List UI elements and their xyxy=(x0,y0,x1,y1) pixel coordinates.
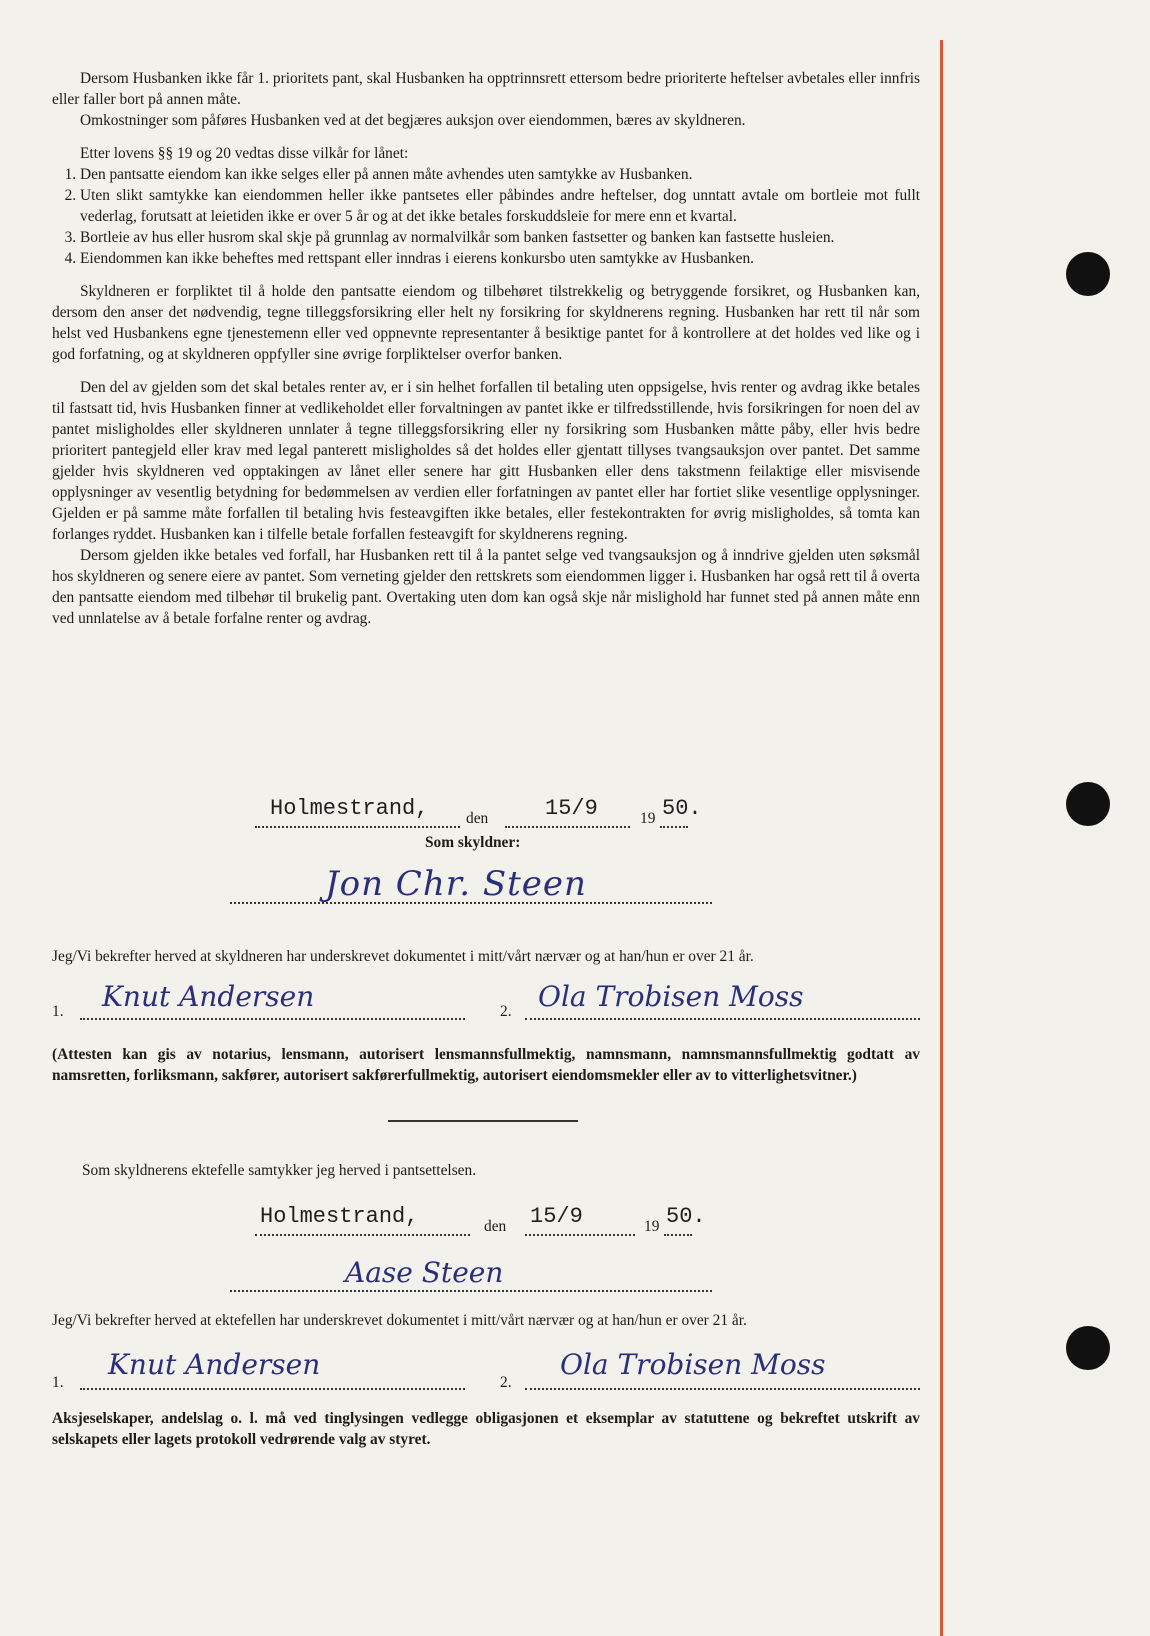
paragraph-insurance: Skyldneren er forpliktet til å holde den pantsatte eiendom og tilbehøret tilstrekkelig og betryggende forsikret, og Husbanken kan, dersom den anser det nødvendig, tegne tilleggsforsikring eller helt ny forsikring for skyldnerens regning. Husbanken har rett til når som helst ved Husbankens egne tjenestemenn eller ved oppnevnte representanter å besiktige pantet for å kontrollere at det holdes ved like og i god forfatning, og at skyldneren oppfyller sine øvrige forpliktelser overfor banken. xyxy=(52,283,920,363)
divider xyxy=(388,1120,578,1122)
year-field: 50. xyxy=(666,1204,706,1229)
paragraph-enforcement: Dersom gjelden ikke betales ved forfall, har Husbanken rett til å la pantet selge ved tvangsauksjon og å inndrive gjelden uten søksmål hos skyldneren og senere eiere av pantet. Som verneting gjelder den rettskrets som eiendommen ligger i. Husbanken har også rett til å overta den pantsatte eiendom med tilbehør til brukelig pant. Overtaking uten dom kan også skje når mislighold har funnet sted på annen måte enn ved unnlatelse av å betale forfalne renter og avdrag. xyxy=(52,547,920,627)
signature-line xyxy=(80,1018,465,1020)
year-field: 50. xyxy=(662,796,702,821)
place-field: Holmestrand, xyxy=(260,1204,419,1229)
witness-confirmation: Jeg/Vi bekrefter herved at ektefellen har underskrevet dokumentet i mitt/vårt nærvær og at han/hun er over 21 år. xyxy=(52,1312,747,1329)
signature-line xyxy=(80,1388,465,1390)
signature-line xyxy=(230,902,712,904)
signature-line xyxy=(230,1290,712,1292)
place-field: Holmestrand, xyxy=(270,796,429,821)
debtor-signature: Jon Chr. Steen xyxy=(325,864,587,904)
witness-number: 1. xyxy=(52,1003,64,1020)
punch-hole xyxy=(1066,1326,1110,1370)
date-field: 15/9 xyxy=(530,1204,583,1229)
den-label: den xyxy=(466,810,489,827)
date-field: 15/9 xyxy=(545,796,598,821)
year-prefix: 19 xyxy=(640,810,656,827)
attest-note: (Attesten kan gis av notarius, lensmann, autorisert lensmannsfullmektig, namnsmann, namnsmannsfullmektig godtatt av namsretten, forliksmann, sakfører, autorisert sakførerfullmektig, autorisert eiendomsmekler eller av to vitterlighetsvitner.) xyxy=(52,1046,920,1084)
signature-line xyxy=(525,1018,920,1020)
year-prefix: 19 xyxy=(644,1218,660,1235)
terms-intro: Etter lovens §§ 19 og 20 vedtas disse vilkår for lånet: xyxy=(80,145,409,162)
witness-signature-1: Knut Andersen xyxy=(108,1348,321,1381)
punch-hole xyxy=(1066,782,1110,826)
witness-confirmation: Jeg/Vi bekrefter herved at skyldneren har underskrevet dokumentet i mitt/vårt nærvær og at han/hun er over 21 år. xyxy=(52,948,754,965)
paragraph-costs: Omkostninger som påføres Husbanken ved at det begjæres auksjon over eiendommen, bæres av skyldneren. xyxy=(80,112,746,129)
term-item: 1. Den pantsatte eiendom kan ikke selges eller på annen måte avhendes uten samtykke av Husbanken. xyxy=(80,164,920,185)
witness-signature-2: Ola Trobisen Moss xyxy=(538,980,804,1013)
terms-list xyxy=(52,164,920,269)
witness-signature-2: Ola Trobisen Moss xyxy=(560,1348,826,1381)
paragraph-priority: Dersom Husbanken ikke får 1. prioritets pant, skal Husbanken ha opptrinnsrett ettersom bedre prioriterte heftelser avbetales eller innfris eller faller bort på annen måte. xyxy=(52,70,920,108)
term-item: 3. Bortleie av hus eller husrom skal skje på grunnlag av normalvilkår som banken fastsetter og banken kan fastsette husleien. xyxy=(80,227,920,248)
footer-note: Aksjeselskaper, andelslag o. l. må ved tinglysingen vedlegge obligasjonen et eksemplar av statuttene og bekreftet utskrift av selskapets eller lagets protokoll vedrørende valg av styret. xyxy=(52,1410,920,1448)
dotted-line xyxy=(525,1234,635,1236)
witness-signature-1: Knut Andersen xyxy=(102,980,315,1013)
witness-number: 2. xyxy=(500,1003,512,1020)
witness-number: 1. xyxy=(52,1374,64,1391)
debtor-label: Som skyldner: xyxy=(425,834,521,851)
spouse-consent: Som skyldnerens ektefelle samtykker jeg herved i pantsettelsen. xyxy=(82,1162,477,1179)
dotted-line xyxy=(255,826,460,828)
den-label: den xyxy=(484,1218,507,1235)
witness-number: 2. xyxy=(500,1374,512,1391)
punch-hole xyxy=(1066,252,1110,296)
paragraph-default: Den del av gjelden som det skal betales renter av, er i sin helhet forfallen til betaling uten oppsigelse, hvis renter og avdrag ikke betales til fastsatt tid, hvis Husbanken finner at vedlikeholdet eller forvaltningen av pantet ikke er tilfredsstillende, hvis forsikringen for noen del av pantet misligholdes eller skyldneren unnlater å tegne tilleggsforsikring eller ny forsikring som Husbanken måtte påby, eller hvis bedre prioritert pantegjeld eller krav med legal panterett misligholdes så det holdes eller gjentatt tillyses tvangsauksjon over pantet. Det samme gjelder hvis skyldneren ved opptakingen av lånet eller senere har gitt Husbanken eller dens takstmenn feilaktige eller misvisende opplysninger av vesentlig betydning for bedømmelsen av verdien eller forfatningen av pantet eller har fortiet slike vesentlige opplysninger. Gjelden er på samme måte forfallen til betaling hvis festeavgiften ikke betales, eller festekontrakten for øvrig misligholdes, så tomta kan forlanges ryddet. Husbanken kan i tilfelle betale forfallen festeavgift for skyldnerens regning. xyxy=(52,379,920,543)
dotted-line xyxy=(255,1234,470,1236)
margin-line xyxy=(940,40,943,1636)
loan-terms-text xyxy=(52,68,920,629)
dotted-line xyxy=(505,826,630,828)
signature-line xyxy=(525,1388,920,1390)
dotted-line xyxy=(664,1234,692,1236)
dotted-line xyxy=(660,826,688,828)
term-item: 4. Eiendommen kan ikke beheftes med rettspant eller inndras i eierens konkursbo uten samtykke av Husbanken. xyxy=(80,248,920,269)
spouse-signature: Aase Steen xyxy=(345,1256,504,1289)
term-item: 2. Uten slikt samtykke kan eiendommen heller ikke pantsetes eller påbindes andre heftelser, dog unntatt avtale om bortleie mot fullt vederlag, forutsatt at leietiden ikke er over 5 år og at det ikke betales forskuddsleie for mere enn et kvartal. xyxy=(80,185,920,227)
